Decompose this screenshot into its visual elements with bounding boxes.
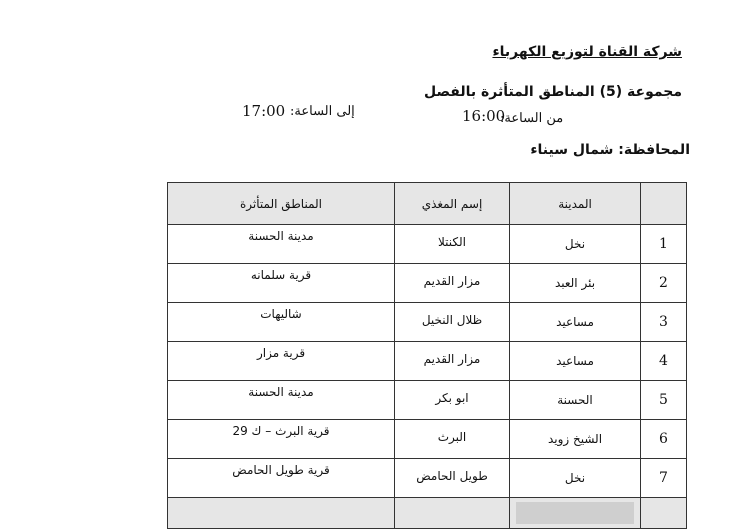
from-time-label: من الساعة: (500, 111, 564, 126)
feeder-name-cell: مزار القديم (395, 264, 510, 303)
feeder-name-cell: ظلال النخيل (395, 303, 510, 342)
affected-area-cell: مدينة الحسنة (168, 225, 395, 264)
feeder-name-cell: ابو بكر (395, 381, 510, 420)
row-number-cell: 4 (641, 342, 687, 381)
table-row (168, 420, 687, 459)
row-number-cell: 6 (641, 420, 687, 459)
table-footer-row (168, 498, 687, 529)
group-title: مجموعة (5) المناطق المتأثرة بالفصل (423, 84, 682, 100)
row-number-cell: 3 (641, 303, 687, 342)
affected-area-cell: مدينة الحسنة (168, 381, 395, 420)
header-city: المدينة (510, 183, 641, 225)
to-time-value: 17:00 (242, 102, 286, 120)
row-number-cell: 1 (641, 225, 687, 264)
city-cell: بئر العبد (510, 264, 641, 303)
header-feeder-name: إسم المغذي (395, 183, 510, 225)
affected-area-cell: قرية مزار (168, 342, 395, 381)
city-cell: مساعيد (510, 303, 641, 342)
affected-areas-table-wrapper (167, 182, 687, 529)
redacted-cell (510, 498, 641, 529)
empty-cell (641, 498, 687, 529)
table-row (168, 264, 687, 303)
to-time-label: إلى الساعة: (290, 104, 355, 119)
city-cell: مساعيد (510, 342, 641, 381)
city-cell: نخل (510, 225, 641, 264)
city-cell: الحسنة (510, 381, 641, 420)
empty-cell (168, 498, 395, 529)
affected-area-cell: قرية سلمانه (168, 264, 395, 303)
feeder-name-cell: الكنتلا (395, 225, 510, 264)
affected-area-cell: قرية طويل الحامض (168, 459, 395, 498)
redaction-block (516, 502, 634, 524)
header-affected-areas: المناطق المتأثرة (168, 183, 395, 225)
feeder-name-cell: طويل الحامض (395, 459, 510, 498)
row-number-cell: 2 (641, 264, 687, 303)
table-row (168, 342, 687, 381)
company-name: شركة القناة لتوزيع الكهرباء (492, 44, 682, 60)
table-row (168, 225, 687, 264)
from-time-value: 16:00 (462, 107, 506, 125)
table-row (168, 459, 687, 498)
table-header-row (168, 183, 687, 225)
table-row (168, 381, 687, 420)
feeder-name-cell: مزار القديم (395, 342, 510, 381)
row-number-cell: 7 (641, 459, 687, 498)
affected-area-cell: قرية البرث – ك 29 (168, 420, 395, 459)
feeder-name-cell: البرث (395, 420, 510, 459)
row-number-cell: 5 (641, 381, 687, 420)
governorate-label: المحافظة: شمال سيناء (530, 142, 690, 158)
affected-area-cell: شاليهات (168, 303, 395, 342)
header-number (641, 183, 687, 225)
affected-areas-table (167, 182, 687, 529)
city-cell: الشيخ زويد (510, 420, 641, 459)
table-row (168, 303, 687, 342)
city-cell: نخل (510, 459, 641, 498)
empty-cell (395, 498, 510, 529)
